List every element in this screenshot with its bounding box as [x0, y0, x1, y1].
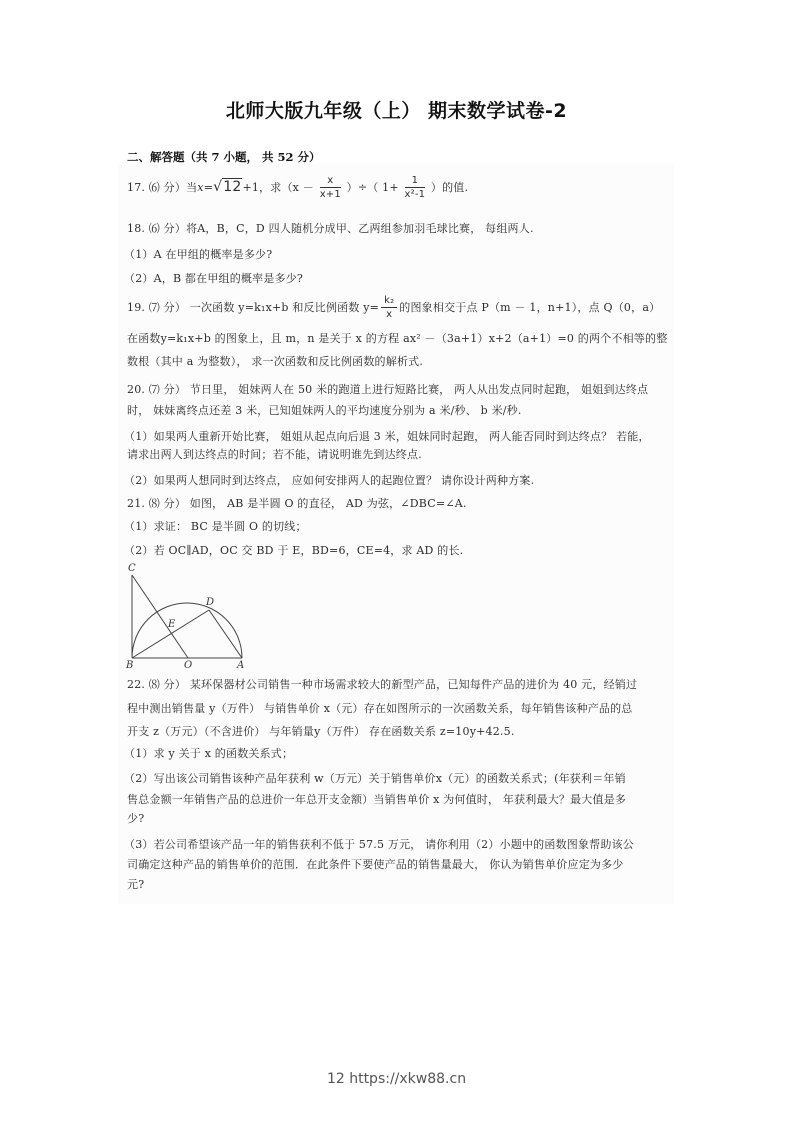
frac-den: x²-1: [404, 189, 426, 200]
page-title: 北师大版九年级（上） 期末数学试卷-2: [225, 100, 568, 122]
frac-num: k₂: [381, 296, 397, 308]
semicircle-geometry-figure: [120, 560, 260, 670]
frac-den: x: [386, 309, 393, 320]
label-A: A: [237, 660, 245, 670]
q17-suffix: ）的值.: [430, 181, 469, 194]
question-19-line-1: [127, 296, 660, 320]
question-18-part-2: （2）A，B 都在甲组的概率是多少?: [124, 272, 304, 285]
section-heading: 二、解答题（共 7 小题， 共 52 分）: [127, 150, 321, 164]
q17-x-eq: x=: [197, 181, 214, 194]
q17-prefix: 17. ⑹ 分）当: [127, 181, 198, 194]
question-22-line-3: 开支 z（万元）（不含进价） 与年销量y（万件） 存在函数关系 z=10y+42.5.: [127, 725, 515, 738]
segment-CO: [132, 575, 188, 658]
q19-line1-a: 19. ⑺ 分） 一次函数 y=k₁x+b 和反比例函数 y=: [127, 301, 380, 314]
sqrt-expression: √12: [213, 179, 242, 195]
page-footer-link[interactable]: 12 https://xkw88.cn: [326, 1071, 467, 1087]
semicircle-arc: [132, 603, 242, 658]
question-22-part-1: （1）求 y 关于 x 的函数关系式；: [124, 747, 294, 760]
question-22-part-2-line-3: 少?: [127, 812, 145, 825]
q17-mid: ）÷（ 1+: [346, 181, 399, 194]
question-22-part-3-line-2: 司确定这种产品的销售单价的范围．在此条件下要使产品的销售量最大， 你认为销售单价应定为多少: [127, 858, 624, 871]
q17-after-sqrt: +1，求（x －: [242, 181, 314, 194]
question-20-line-1: 20. ⑺ 分） 节日里， 姐妹两人在 50 米的跑道上进行短路比赛， 两人从出发点同时起跑， 姐姐到达终点: [127, 383, 649, 396]
question-20-line-2: 时， 妹妹离终点还差 3 米，已知姐妹两人的平均速度分别为 a 米/秒、 b 米/秒.: [127, 404, 522, 417]
label-D: D: [206, 597, 215, 608]
label-B: B: [126, 660, 134, 670]
question-17: [127, 176, 468, 200]
question-22-part-2-line-1: （2）写出该公司销售该种产品年获利 w（万元）关于销售单价x（元）的函数关系式；(年获利＝年销: [124, 772, 626, 785]
question-20-part-1-line-1: （1）如果两人重新开始比赛， 姐姐从起点向后退 3 米，姐妹同时起跑， 两人能否同时到达终点？ 若能，: [124, 430, 650, 443]
question-19-line-2: 在函数y=k₁x+b 的图象上，且 m，n 是关于 x 的方程 ax² －（3a+1）x+2（a+1）=0 的两个不相等的整: [127, 332, 668, 345]
label-E: E: [168, 619, 176, 630]
question-18-part-1: （1）A 在甲组的概率是多少?: [124, 248, 273, 261]
fraction-x-over-x-plus-1: [320, 176, 341, 200]
question-20-part-2: （2）如果两人想同时到达终点， 应如何安排两人的起跑位置？ 请你设计两种方案.: [124, 474, 535, 487]
sqrt-radicand: 12: [223, 179, 242, 195]
question-19-line-3: 数根（其中 a 为整数）， 求一次函数和反比例函数的解析式.: [127, 355, 424, 368]
question-21-stem: 21. ⑻ 分） 如图， AB 是半圆 O 的直径， AD 为弦，∠DBC=∠A.: [127, 497, 467, 510]
label-O: O: [184, 660, 193, 670]
question-22-line-1: 22. ⑻ 分） 某环保器材公司销售一种市场需求较大的新型产品，已知每件产品的进价为 40 元，经销过: [127, 678, 638, 691]
question-22-part-3-line-3: 元?: [127, 878, 145, 891]
frac-num: x: [320, 176, 341, 188]
question-22-line-2: 程中测出销售量 y（万件） 与销售单价 x（元）存在如图所示的一次函数关系，每年销售该种产品的总: [127, 702, 633, 715]
question-22-part-3-line-1: （3）若公司希望该产品一年的销售获利不低于 57.5 万元， 请你利用（2）小题中的函数图象帮助该公: [124, 838, 634, 851]
segment-BD: [132, 610, 209, 658]
question-18-stem: 18. ⑹ 分）将A，B，C，D 四人随机分成甲、乙两组参加羽毛球比赛， 每组两人.: [127, 222, 534, 235]
question-21-part-1: （1）求证： BC 是半圆 O 的切线；: [124, 520, 307, 533]
question-22-part-2-line-2: 售总金额一年销售产品的总进价一年总开支金额）当销售单价 x 为何值时， 年获利最大？最大值是多: [127, 793, 627, 806]
frac-den: x+1: [319, 189, 341, 200]
question-20-part-1-line-2: 请求出两人到达终点的时间；若不能，请说明谁先到达终点.: [127, 448, 422, 461]
fraction-1-over-x2-minus-1: [405, 176, 426, 200]
fraction-k2-over-x: [381, 296, 397, 320]
question-21-part-2: （2）若 OC∥AD，OC 交 BD 于 E，BD=6，CE=4，求 AD 的长.: [124, 544, 464, 557]
q19-line1-b: 的图象相交于点 P（m － 1，n+1），点 Q（0，a）: [399, 301, 661, 314]
frac-num: 1: [405, 176, 426, 188]
label-C: C: [128, 563, 136, 574]
